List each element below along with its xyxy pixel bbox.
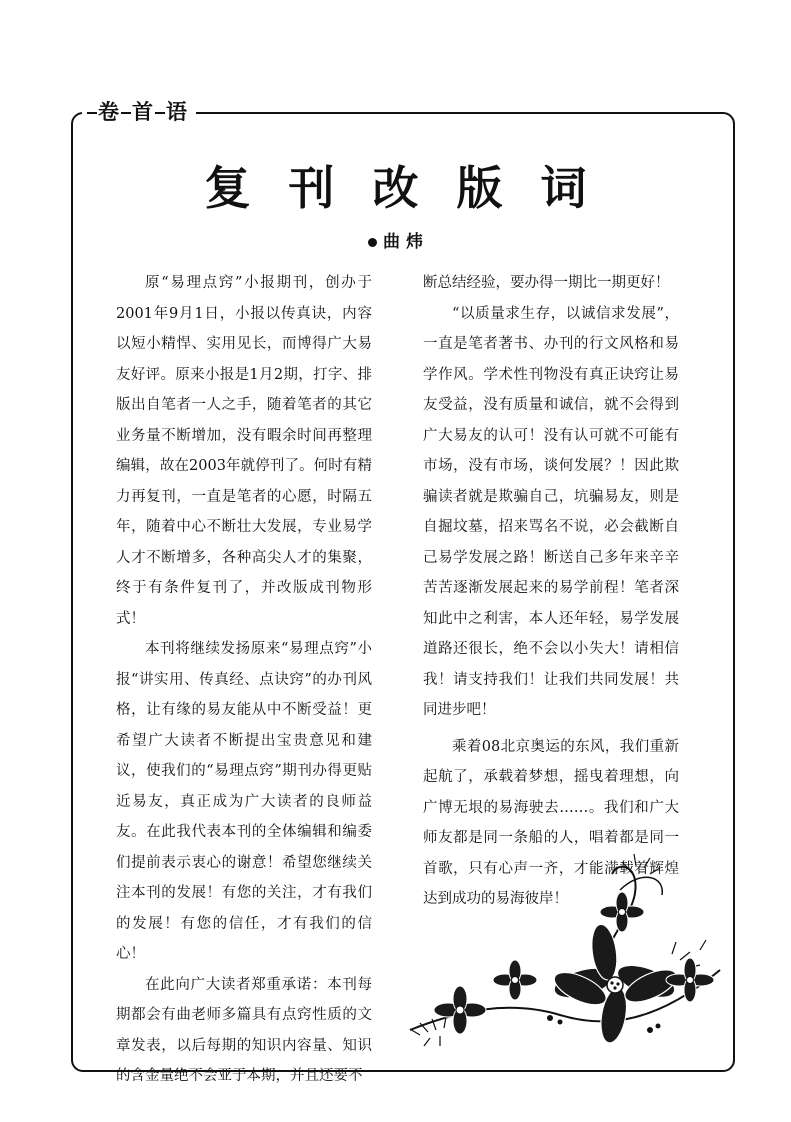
paragraph-continued: 断总结经验，要办得一期比一期更好！	[423, 275, 670, 291]
article-title: 复刊改版词	[204, 161, 625, 215]
paragraph: 原“易理点窍”小报期刊，创办于2001年9月1日，小报以传真诀，内容以短小精悍、实用见长，而博得广大易友好评。原来小报是1月2期，打字、排版出自笔者一人之手，随着笔者的其它业务量不断增加，没有暇余时间再整理编辑，故在2003年就停刊了。何时有精力再复刊，一直是笔者的心愿，时隔五年，随着中心不断壮大发展，专业易学人才不断增多，各种高尖人才的集聚，终于有条件复刊了，并改版成刊物形式！	[116, 275, 372, 627]
section-label-char-3: 语	[166, 100, 188, 124]
paragraph: 在此向广大读者郑重承诺：本刊每期都会有曲老师多篇具有点窍性质的文章发表，以后每期的知识内容量、知识的含金量绝不会亚于本期，并且还要不	[116, 976, 372, 1084]
paragraph: 乘着08北京奥运的东风，我们重新起航了，承载着梦想，摇曳着理想，向广博无垠的易海驶去……。我们和广大师友都是同一条船的人，唱着都是同一首歌，只有心声一齐，才能满载着辉煌达到成功的易海彼岸！	[423, 738, 679, 907]
author-byline	[0, 230, 791, 254]
right-column	[423, 268, 679, 915]
section-label	[82, 98, 196, 126]
paragraph: “以质量求生存，以诚信求发展”，一直是笔者著书、办刊的行文风格和易学作风。学术性刊物没有真正诀窍让易友受益，没有质量和诚信，就不会得到广大易友的认可！没有认可就不可能有市场，没有市场，谈何发展？！因此欺骗读者就是欺骗自己，坑骗易友，则是自掘坟墓，招来骂名不说，必会截断自己易学发展之路！断送自己多年来辛辛苦苦逐渐发展起来的易学前程！笔者深知此中之利害，本人还年轻，易学发展道路还很长，绝不会以小失大！请相信我！请支持我们！让我们共同发展！共同进步吧！	[423, 305, 679, 718]
poinsettia-flower-ornament-icon	[400, 850, 730, 1060]
left-column	[116, 268, 372, 1092]
section-label-char-1: 卷	[98, 100, 120, 124]
paragraph: 本刊将继续发扬原来“易理点窍”小报“讲实用、传真经、点诀窍”的办刊风格，让有缘的易友能从中不断受益！更希望广大读者不断提出宝贵意见和建议，使我们的“易理点窍”期刊办得更贴近易友，真正成为广大读者的良师益友。在此我代表本刊的全体编辑和编委们提前表示衷心的谢意！希望您继续关注本刊的发展！有您的关注，才有我们的发展！有您的信任，才有我们的信心！	[116, 641, 372, 962]
section-label-char-2: 首	[132, 100, 154, 124]
bullet-dot-icon	[368, 238, 377, 247]
author-name: 曲 炜	[383, 232, 423, 252]
